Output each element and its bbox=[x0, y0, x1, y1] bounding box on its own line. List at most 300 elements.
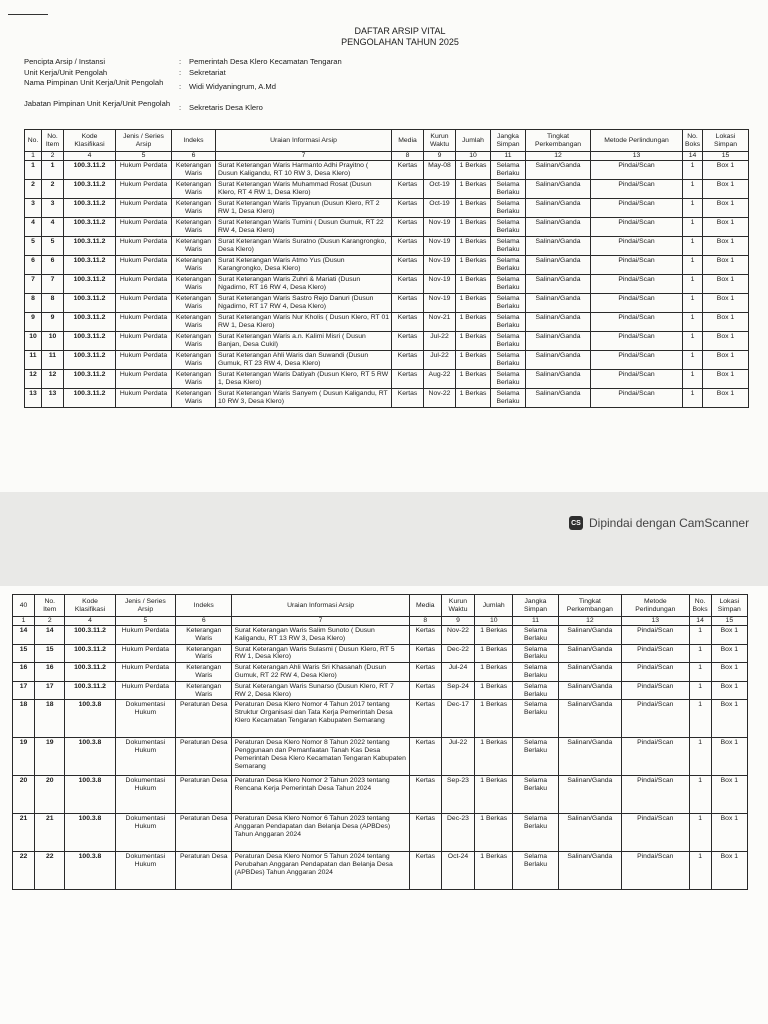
cell-tingkat: Salinan/Ganda bbox=[526, 161, 591, 180]
info-value: Widi Widyaningrum, A.Md bbox=[189, 82, 276, 91]
cell-kode: 100.3.11.2 bbox=[64, 370, 116, 389]
cell-lokasi: Box 1 bbox=[711, 738, 747, 776]
cell-media: Kertas bbox=[392, 199, 424, 218]
cell-jangka: Selama Berlaku bbox=[513, 814, 558, 852]
col-header-no-item: No. Item bbox=[35, 595, 65, 617]
cell-metode: Pindai/Scan bbox=[591, 351, 683, 370]
cell-lokasi: Box 1 bbox=[703, 275, 749, 294]
cell-no-boks: 1 bbox=[683, 161, 703, 180]
cell-indeks: Keterangan Waris bbox=[172, 161, 216, 180]
table-row bbox=[13, 852, 748, 890]
document-subtitle: PENGOLAHAN TAHUN 2025 bbox=[341, 37, 459, 47]
cell-metode: Pindai/Scan bbox=[622, 700, 689, 738]
cell-jenis: Hukum Perdata bbox=[115, 681, 175, 700]
cell-jangka: Selama Berlaku bbox=[513, 852, 558, 890]
col-header-uraian: Uraian Informasi Arsip bbox=[232, 595, 409, 617]
column-number: 14 bbox=[683, 152, 703, 161]
table-row bbox=[25, 332, 749, 351]
cell-no-item: 19 bbox=[35, 738, 65, 776]
cell-no-boks: 1 bbox=[689, 644, 711, 663]
cell-lokasi: Box 1 bbox=[711, 852, 747, 890]
info-label: Jabatan Pimpinan Unit Kerja/Unit Pengolah bbox=[24, 99, 171, 108]
cell-kurun: Dec-22 bbox=[441, 644, 474, 663]
cell-no: 19 bbox=[13, 738, 35, 776]
col-header-no: No. bbox=[25, 130, 42, 152]
cell-no-boks: 1 bbox=[689, 852, 711, 890]
cell-indeks: Keterangan Waris bbox=[172, 180, 216, 199]
cell-no-boks: 1 bbox=[683, 294, 703, 313]
cell-kurun: Oct-19 bbox=[424, 180, 456, 199]
cell-kurun: Nov-19 bbox=[424, 237, 456, 256]
info-label: Unit Kerja/Unit Pengolah bbox=[24, 68, 108, 77]
column-number: 12 bbox=[558, 617, 621, 626]
column-number: 15 bbox=[703, 152, 749, 161]
column-number: 13 bbox=[591, 152, 683, 161]
cell-kode: 100.3.11.2 bbox=[64, 237, 116, 256]
archive-table-page-1 bbox=[24, 129, 749, 408]
table-row bbox=[25, 237, 749, 256]
cell-kode: 100.3.11.2 bbox=[64, 313, 116, 332]
cell-no: 1 bbox=[25, 161, 42, 180]
cell-no-item: 15 bbox=[35, 644, 65, 663]
cell-no-item: 20 bbox=[35, 776, 65, 814]
cell-jenis: Hukum Perdata bbox=[116, 313, 172, 332]
cell-jangka: Selama Berlaku bbox=[491, 275, 526, 294]
cell-media: Kertas bbox=[392, 370, 424, 389]
cell-kode: 100.3.8 bbox=[65, 776, 115, 814]
cell-jenis: Dokumentasi Hukum bbox=[115, 814, 175, 852]
cell-uraian: Surat Keterangan Ahli Waris Sri Khasanah (Dusun Gumuk, RT 22 RW 4, Desa Klero) bbox=[232, 663, 409, 682]
cell-tingkat: Salinan/Ganda bbox=[526, 199, 591, 218]
cell-indeks: Keterangan Waris bbox=[172, 313, 216, 332]
cell-indeks: Keterangan Waris bbox=[172, 332, 216, 351]
cell-metode: Pindai/Scan bbox=[591, 199, 683, 218]
cell-uraian: Surat Keterangan Waris Salim Sunoto ( Dusun Kaligandu, RT 13 RW 3, Desa Klero) bbox=[232, 626, 409, 645]
col-header-kurun: Kurun Waktu bbox=[424, 130, 456, 152]
cell-no: 15 bbox=[13, 644, 35, 663]
cell-jangka: Selama Berlaku bbox=[513, 626, 558, 645]
cell-no: 17 bbox=[13, 681, 35, 700]
info-value: Sekretariat bbox=[189, 68, 226, 77]
cell-jenis: Dokumentasi Hukum bbox=[115, 700, 175, 738]
cell-uraian: Surat Keterangan Waris Tipyanun (Dusun Klero, RT 2 RW 1, Desa Klero) bbox=[216, 199, 392, 218]
info-label: Pencipta Arsip / Instansi bbox=[24, 57, 106, 66]
cell-no-boks: 1 bbox=[683, 275, 703, 294]
cell-kurun: Sep-24 bbox=[441, 681, 474, 700]
cell-no-item: 17 bbox=[35, 681, 65, 700]
cell-media: Kertas bbox=[409, 852, 441, 890]
cell-kurun: Sep-23 bbox=[441, 776, 474, 814]
cell-no: 4 bbox=[25, 218, 42, 237]
column-number: 1 bbox=[25, 152, 42, 161]
cell-no-item: 12 bbox=[42, 370, 64, 389]
cell-lokasi: Box 1 bbox=[703, 218, 749, 237]
column-number: 10 bbox=[475, 617, 513, 626]
cell-indeks: Peraturan Desa bbox=[176, 700, 232, 738]
cell-tingkat: Salinan/Ganda bbox=[558, 626, 621, 645]
table-header-row bbox=[25, 130, 749, 152]
cell-no: 13 bbox=[25, 389, 42, 408]
cell-kurun: Dec-17 bbox=[441, 700, 474, 738]
cell-uraian: Surat Keterangan Waris Datiyah (Dusun Klero, RT 5 RW 1, Desa Klero) bbox=[216, 370, 392, 389]
column-number: 2 bbox=[35, 617, 65, 626]
cell-media: Kertas bbox=[392, 351, 424, 370]
info-label: Nama Pimpinan Unit Kerja/Unit Pengolah bbox=[24, 78, 164, 87]
cell-jangka: Selama Berlaku bbox=[491, 332, 526, 351]
cell-jenis: Hukum Perdata bbox=[115, 644, 175, 663]
cell-jangka: Selama Berlaku bbox=[491, 256, 526, 275]
cell-no-item: 21 bbox=[35, 814, 65, 852]
cell-jenis: Hukum Perdata bbox=[116, 237, 172, 256]
cell-tingkat: Salinan/Ganda bbox=[558, 776, 621, 814]
cell-jangka: Selama Berlaku bbox=[513, 663, 558, 682]
cell-jenis: Hukum Perdata bbox=[116, 256, 172, 275]
cell-jumlah: 1 Berkas bbox=[456, 237, 491, 256]
cell-metode: Pindai/Scan bbox=[622, 738, 689, 776]
cell-jumlah: 1 Berkas bbox=[475, 738, 513, 776]
col-header-kurun: Kurun Waktu bbox=[441, 595, 474, 617]
cell-lokasi: Box 1 bbox=[703, 256, 749, 275]
cell-uraian: Surat Keterangan Waris Sunarso (Dusun Klero, RT 7 RW 2, Desa Klero) bbox=[232, 681, 409, 700]
col-header-media: Media bbox=[409, 595, 441, 617]
cell-lokasi: Box 1 bbox=[703, 199, 749, 218]
column-number: 7 bbox=[216, 152, 392, 161]
column-number: 15 bbox=[711, 617, 747, 626]
cell-kode: 100.3.11.2 bbox=[64, 199, 116, 218]
cell-kurun: Aug-22 bbox=[424, 370, 456, 389]
table-row bbox=[13, 776, 748, 814]
column-number: 5 bbox=[115, 617, 175, 626]
cell-indeks: Keterangan Waris bbox=[172, 351, 216, 370]
cell-no-boks: 1 bbox=[683, 313, 703, 332]
table-body-page-1 bbox=[25, 161, 749, 408]
col-header-metode: Metode Perlindungan bbox=[591, 130, 683, 152]
cell-kurun: Nov-21 bbox=[424, 313, 456, 332]
cell-jumlah: 1 Berkas bbox=[456, 218, 491, 237]
cell-metode: Pindai/Scan bbox=[622, 776, 689, 814]
cell-kurun: May-08 bbox=[424, 161, 456, 180]
cell-jumlah: 1 Berkas bbox=[456, 389, 491, 408]
cell-metode: Pindai/Scan bbox=[591, 313, 683, 332]
col-header-tingkat: Tingkat Perkembangan bbox=[558, 595, 621, 617]
col-header-media: Media bbox=[392, 130, 424, 152]
archive-table-page-2 bbox=[12, 594, 748, 890]
cell-no: 20 bbox=[13, 776, 35, 814]
cell-no: 9 bbox=[25, 313, 42, 332]
cell-no-item: 9 bbox=[42, 313, 64, 332]
cell-no-boks: 1 bbox=[689, 700, 711, 738]
cell-media: Kertas bbox=[409, 681, 441, 700]
cell-no-boks: 1 bbox=[683, 370, 703, 389]
cell-media: Kertas bbox=[392, 256, 424, 275]
cell-indeks: Peraturan Desa bbox=[176, 738, 232, 776]
cell-no-boks: 1 bbox=[689, 814, 711, 852]
cell-media: Kertas bbox=[409, 738, 441, 776]
cell-jenis: Hukum Perdata bbox=[116, 370, 172, 389]
cell-uraian: Surat Keterangan Waris Harmanto Adhi Prayitno ( Dusun Kaligandu, RT 10 RW 3, Desa Klero) bbox=[216, 161, 392, 180]
cell-uraian: Peraturan Desa Klero Nomor 8 Tahun 2022 tentang Penggunaan dan Pemanfaatan Tanah Kas Desa Pemerintah Desa Klero Kecamatan Tengaran Kabupaten Semarang bbox=[232, 738, 409, 776]
cell-metode: Pindai/Scan bbox=[591, 275, 683, 294]
cell-tingkat: Salinan/Ganda bbox=[526, 180, 591, 199]
info-colon: : bbox=[179, 57, 182, 66]
cell-jangka: Selama Berlaku bbox=[491, 313, 526, 332]
cell-jenis: Hukum Perdata bbox=[116, 275, 172, 294]
cell-kurun: Jul-24 bbox=[441, 663, 474, 682]
table-row bbox=[25, 313, 749, 332]
cell-no: 7 bbox=[25, 275, 42, 294]
info-colon: : bbox=[179, 103, 182, 112]
cell-lokasi: Box 1 bbox=[703, 389, 749, 408]
cell-jenis: Hukum Perdata bbox=[115, 626, 175, 645]
column-number-row bbox=[25, 152, 749, 161]
column-number: 9 bbox=[441, 617, 474, 626]
cell-no: 2 bbox=[25, 180, 42, 199]
cell-no-item: 3 bbox=[42, 199, 64, 218]
cell-kode: 100.3.8 bbox=[65, 738, 115, 776]
column-number: 12 bbox=[526, 152, 591, 161]
cell-no-item: 16 bbox=[35, 663, 65, 682]
cell-no-item: 13 bbox=[42, 389, 64, 408]
col-header-no-boks: No. Boks bbox=[689, 595, 711, 617]
cell-metode: Pindai/Scan bbox=[591, 180, 683, 199]
cell-jumlah: 1 Berkas bbox=[456, 294, 491, 313]
col-header-lokasi: Lokasi Simpan bbox=[711, 595, 747, 617]
cell-kode: 100.3.11.2 bbox=[64, 256, 116, 275]
cell-tingkat: Salinan/Ganda bbox=[526, 218, 591, 237]
cell-kurun: Oct-19 bbox=[424, 199, 456, 218]
cell-jangka: Selama Berlaku bbox=[491, 294, 526, 313]
cell-tingkat: Salinan/Ganda bbox=[558, 681, 621, 700]
column-number: 8 bbox=[392, 152, 424, 161]
cell-indeks: Peraturan Desa bbox=[176, 814, 232, 852]
cell-lokasi: Box 1 bbox=[711, 663, 747, 682]
column-number: 4 bbox=[64, 152, 116, 161]
cell-lokasi: Box 1 bbox=[711, 700, 747, 738]
cell-kode: 100.3.8 bbox=[65, 852, 115, 890]
cell-no-item: 11 bbox=[42, 351, 64, 370]
cell-media: Kertas bbox=[409, 626, 441, 645]
cell-no-boks: 1 bbox=[683, 237, 703, 256]
col-header-kode: Kode Klasifikasi bbox=[64, 130, 116, 152]
cell-kurun: Jul-22 bbox=[424, 351, 456, 370]
cell-jenis: Hukum Perdata bbox=[116, 199, 172, 218]
cell-tingkat: Salinan/Ganda bbox=[558, 644, 621, 663]
table-row bbox=[13, 644, 748, 663]
cell-uraian: Surat Keterangan Waris Sastro Rejo Danuri (Dusun Ngadirno, RT 17 RW 4, Desa Klero) bbox=[216, 294, 392, 313]
cell-kode: 100.3.11.2 bbox=[64, 389, 116, 408]
cell-indeks: Keterangan Waris bbox=[172, 370, 216, 389]
cell-no: 10 bbox=[25, 332, 42, 351]
cell-jumlah: 1 Berkas bbox=[475, 776, 513, 814]
cell-no-item: 6 bbox=[42, 256, 64, 275]
table-row bbox=[13, 700, 748, 738]
cell-tingkat: Salinan/Ganda bbox=[558, 852, 621, 890]
cell-kode: 100.3.11.2 bbox=[65, 663, 115, 682]
col-header-jumlah: Jumlah bbox=[475, 595, 513, 617]
cell-no-boks: 1 bbox=[689, 738, 711, 776]
cell-lokasi: Box 1 bbox=[703, 161, 749, 180]
table-row bbox=[25, 351, 749, 370]
camscanner-logo-icon: CS bbox=[569, 516, 583, 530]
cell-lokasi: Box 1 bbox=[703, 313, 749, 332]
cell-kurun: Dec-23 bbox=[441, 814, 474, 852]
column-number: 6 bbox=[172, 152, 216, 161]
cell-uraian: Surat Keterangan Waris Suratno (Dusun Karangrongko, Desa Klero) bbox=[216, 237, 392, 256]
cell-jangka: Selama Berlaku bbox=[513, 776, 558, 814]
cell-indeks: Keterangan Waris bbox=[172, 256, 216, 275]
cell-jangka: Selama Berlaku bbox=[513, 681, 558, 700]
cell-tingkat: Salinan/Ganda bbox=[558, 738, 621, 776]
cell-tingkat: Salinan/Ganda bbox=[526, 332, 591, 351]
cell-media: Kertas bbox=[392, 389, 424, 408]
cell-jangka: Selama Berlaku bbox=[491, 180, 526, 199]
cell-no-item: 2 bbox=[42, 180, 64, 199]
cell-jangka: Selama Berlaku bbox=[513, 738, 558, 776]
col-header-metode: Metode Perlindungan bbox=[622, 595, 689, 617]
cell-lokasi: Box 1 bbox=[711, 681, 747, 700]
cell-no-item: 8 bbox=[42, 294, 64, 313]
cell-lokasi: Box 1 bbox=[711, 814, 747, 852]
cell-tingkat: Salinan/Ganda bbox=[526, 275, 591, 294]
cell-tingkat: Salinan/Ganda bbox=[526, 351, 591, 370]
cell-kode: 100.3.11.2 bbox=[65, 681, 115, 700]
cell-jumlah: 1 Berkas bbox=[475, 644, 513, 663]
cell-tingkat: Salinan/Ganda bbox=[558, 814, 621, 852]
cell-indeks: Keterangan Waris bbox=[172, 275, 216, 294]
cell-no: 8 bbox=[25, 294, 42, 313]
cell-kode: 100.3.11.2 bbox=[65, 644, 115, 663]
cell-no-boks: 1 bbox=[683, 389, 703, 408]
cell-kurun: Oct-24 bbox=[441, 852, 474, 890]
cell-metode: Pindai/Scan bbox=[591, 218, 683, 237]
cell-jumlah: 1 Berkas bbox=[475, 663, 513, 682]
cell-metode: Pindai/Scan bbox=[622, 663, 689, 682]
cell-jangka: Selama Berlaku bbox=[491, 161, 526, 180]
cell-kode: 100.3.8 bbox=[65, 700, 115, 738]
column-number: 2 bbox=[42, 152, 64, 161]
cell-lokasi: Box 1 bbox=[703, 332, 749, 351]
cell-jenis: Hukum Perdata bbox=[116, 161, 172, 180]
cell-jenis: Hukum Perdata bbox=[116, 332, 172, 351]
cell-media: Kertas bbox=[392, 332, 424, 351]
cell-lokasi: Box 1 bbox=[703, 237, 749, 256]
table-row bbox=[25, 256, 749, 275]
cell-metode: Pindai/Scan bbox=[591, 294, 683, 313]
cell-jenis: Hukum Perdata bbox=[116, 180, 172, 199]
cell-tingkat: Salinan/Ganda bbox=[526, 370, 591, 389]
table-row bbox=[25, 294, 749, 313]
table-body-page-2 bbox=[13, 626, 748, 890]
col-header-indeks: Indeks bbox=[176, 595, 232, 617]
cell-lokasi: Box 1 bbox=[703, 180, 749, 199]
cell-metode: Pindai/Scan bbox=[591, 370, 683, 389]
table-row bbox=[13, 681, 748, 700]
cell-indeks: Keterangan Waris bbox=[176, 663, 232, 682]
cell-jumlah: 1 Berkas bbox=[456, 161, 491, 180]
cell-indeks: Keterangan Waris bbox=[176, 626, 232, 645]
cell-no: 21 bbox=[13, 814, 35, 852]
column-number: 8 bbox=[409, 617, 441, 626]
cell-kode: 100.3.11.2 bbox=[64, 294, 116, 313]
cell-no-boks: 1 bbox=[683, 199, 703, 218]
column-number: 11 bbox=[513, 617, 558, 626]
cell-kurun: Jul-22 bbox=[424, 332, 456, 351]
cell-no-item: 18 bbox=[35, 700, 65, 738]
cell-indeks: Peraturan Desa bbox=[176, 776, 232, 814]
col-header-no: 40 bbox=[13, 595, 35, 617]
col-header-lokasi: Lokasi Simpan bbox=[703, 130, 749, 152]
cell-media: Kertas bbox=[392, 275, 424, 294]
cell-jangka: Selama Berlaku bbox=[513, 700, 558, 738]
cell-no-item: 4 bbox=[42, 218, 64, 237]
camscanner-text: Dipindai dengan CamScanner bbox=[589, 516, 750, 530]
cell-uraian: Peraturan Desa Klero Nomor 4 Tahun 2017 tentang Struktur Organisasi dan Tata Kerja Pemerintah Desa Klero Kecamatan Tengaran Kabupaten Semarang bbox=[232, 700, 409, 738]
cell-jumlah: 1 Berkas bbox=[475, 814, 513, 852]
cell-lokasi: Box 1 bbox=[711, 626, 747, 645]
info-value: Pemerintah Desa Klero Kecamatan Tengaran bbox=[189, 57, 342, 66]
cell-metode: Pindai/Scan bbox=[591, 256, 683, 275]
cell-jenis: Dokumentasi Hukum bbox=[115, 852, 175, 890]
cell-kurun: Nov-19 bbox=[424, 218, 456, 237]
column-number: 1 bbox=[13, 617, 35, 626]
cell-tingkat: Salinan/Ganda bbox=[526, 237, 591, 256]
cell-tingkat: Salinan/Ganda bbox=[558, 663, 621, 682]
cell-no-item: 22 bbox=[35, 852, 65, 890]
cell-tingkat: Salinan/Ganda bbox=[526, 389, 591, 408]
cell-indeks: Keterangan Waris bbox=[172, 237, 216, 256]
cell-media: Kertas bbox=[392, 294, 424, 313]
cell-kurun: Nov-22 bbox=[441, 626, 474, 645]
cell-media: Kertas bbox=[409, 814, 441, 852]
cell-kode: 100.3.11.2 bbox=[64, 161, 116, 180]
cell-jenis: Dokumentasi Hukum bbox=[115, 776, 175, 814]
cell-lokasi: Box 1 bbox=[703, 294, 749, 313]
cell-no-boks: 1 bbox=[689, 776, 711, 814]
cell-tingkat: Salinan/Ganda bbox=[526, 294, 591, 313]
column-number: 6 bbox=[176, 617, 232, 626]
cell-uraian: Surat Keterangan Ahli Waris dan Suwandi (Dusun Gumuk, RT 23 RW 4, Desa Klero) bbox=[216, 351, 392, 370]
cell-media: Kertas bbox=[409, 776, 441, 814]
cell-lokasi: Box 1 bbox=[703, 351, 749, 370]
cell-media: Kertas bbox=[409, 644, 441, 663]
cell-no-item: 10 bbox=[42, 332, 64, 351]
cell-media: Kertas bbox=[409, 663, 441, 682]
cell-no: 3 bbox=[25, 199, 42, 218]
cell-metode: Pindai/Scan bbox=[591, 161, 683, 180]
cell-no-boks: 1 bbox=[683, 180, 703, 199]
cell-uraian: Peraturan Desa Klero Nomor 5 Tahun 2024 tentang Perubahan Anggaran Pendapatan dan Belanja Desa (APBDes) Tahun Anggaran 2024 bbox=[232, 852, 409, 890]
cell-no: 18 bbox=[13, 700, 35, 738]
cell-uraian: Surat Keterangan Waris Nur Kholis ( Dusun Klero, RT 01 RW 1, Desa Klero) bbox=[216, 313, 392, 332]
cell-kode: 100.3.11.2 bbox=[64, 351, 116, 370]
cell-lokasi: Box 1 bbox=[703, 370, 749, 389]
cell-jenis: Hukum Perdata bbox=[116, 294, 172, 313]
cell-jumlah: 1 Berkas bbox=[475, 681, 513, 700]
table-row bbox=[25, 199, 749, 218]
cell-kurun: Nov-22 bbox=[424, 389, 456, 408]
cell-jumlah: 1 Berkas bbox=[475, 700, 513, 738]
cell-jangka: Selama Berlaku bbox=[491, 199, 526, 218]
cell-jangka: Selama Berlaku bbox=[491, 237, 526, 256]
cell-metode: Pindai/Scan bbox=[591, 237, 683, 256]
cell-media: Kertas bbox=[392, 237, 424, 256]
cell-jumlah: 1 Berkas bbox=[456, 256, 491, 275]
cell-jenis: Hukum Perdata bbox=[116, 218, 172, 237]
cell-jumlah: 1 Berkas bbox=[456, 199, 491, 218]
cell-uraian: Surat Keterangan Waris Muhammad Rosat (Dusun Klero, RT 4 RW 1, Desa Klero) bbox=[216, 180, 392, 199]
col-header-jumlah: Jumlah bbox=[456, 130, 491, 152]
table-row bbox=[25, 275, 749, 294]
